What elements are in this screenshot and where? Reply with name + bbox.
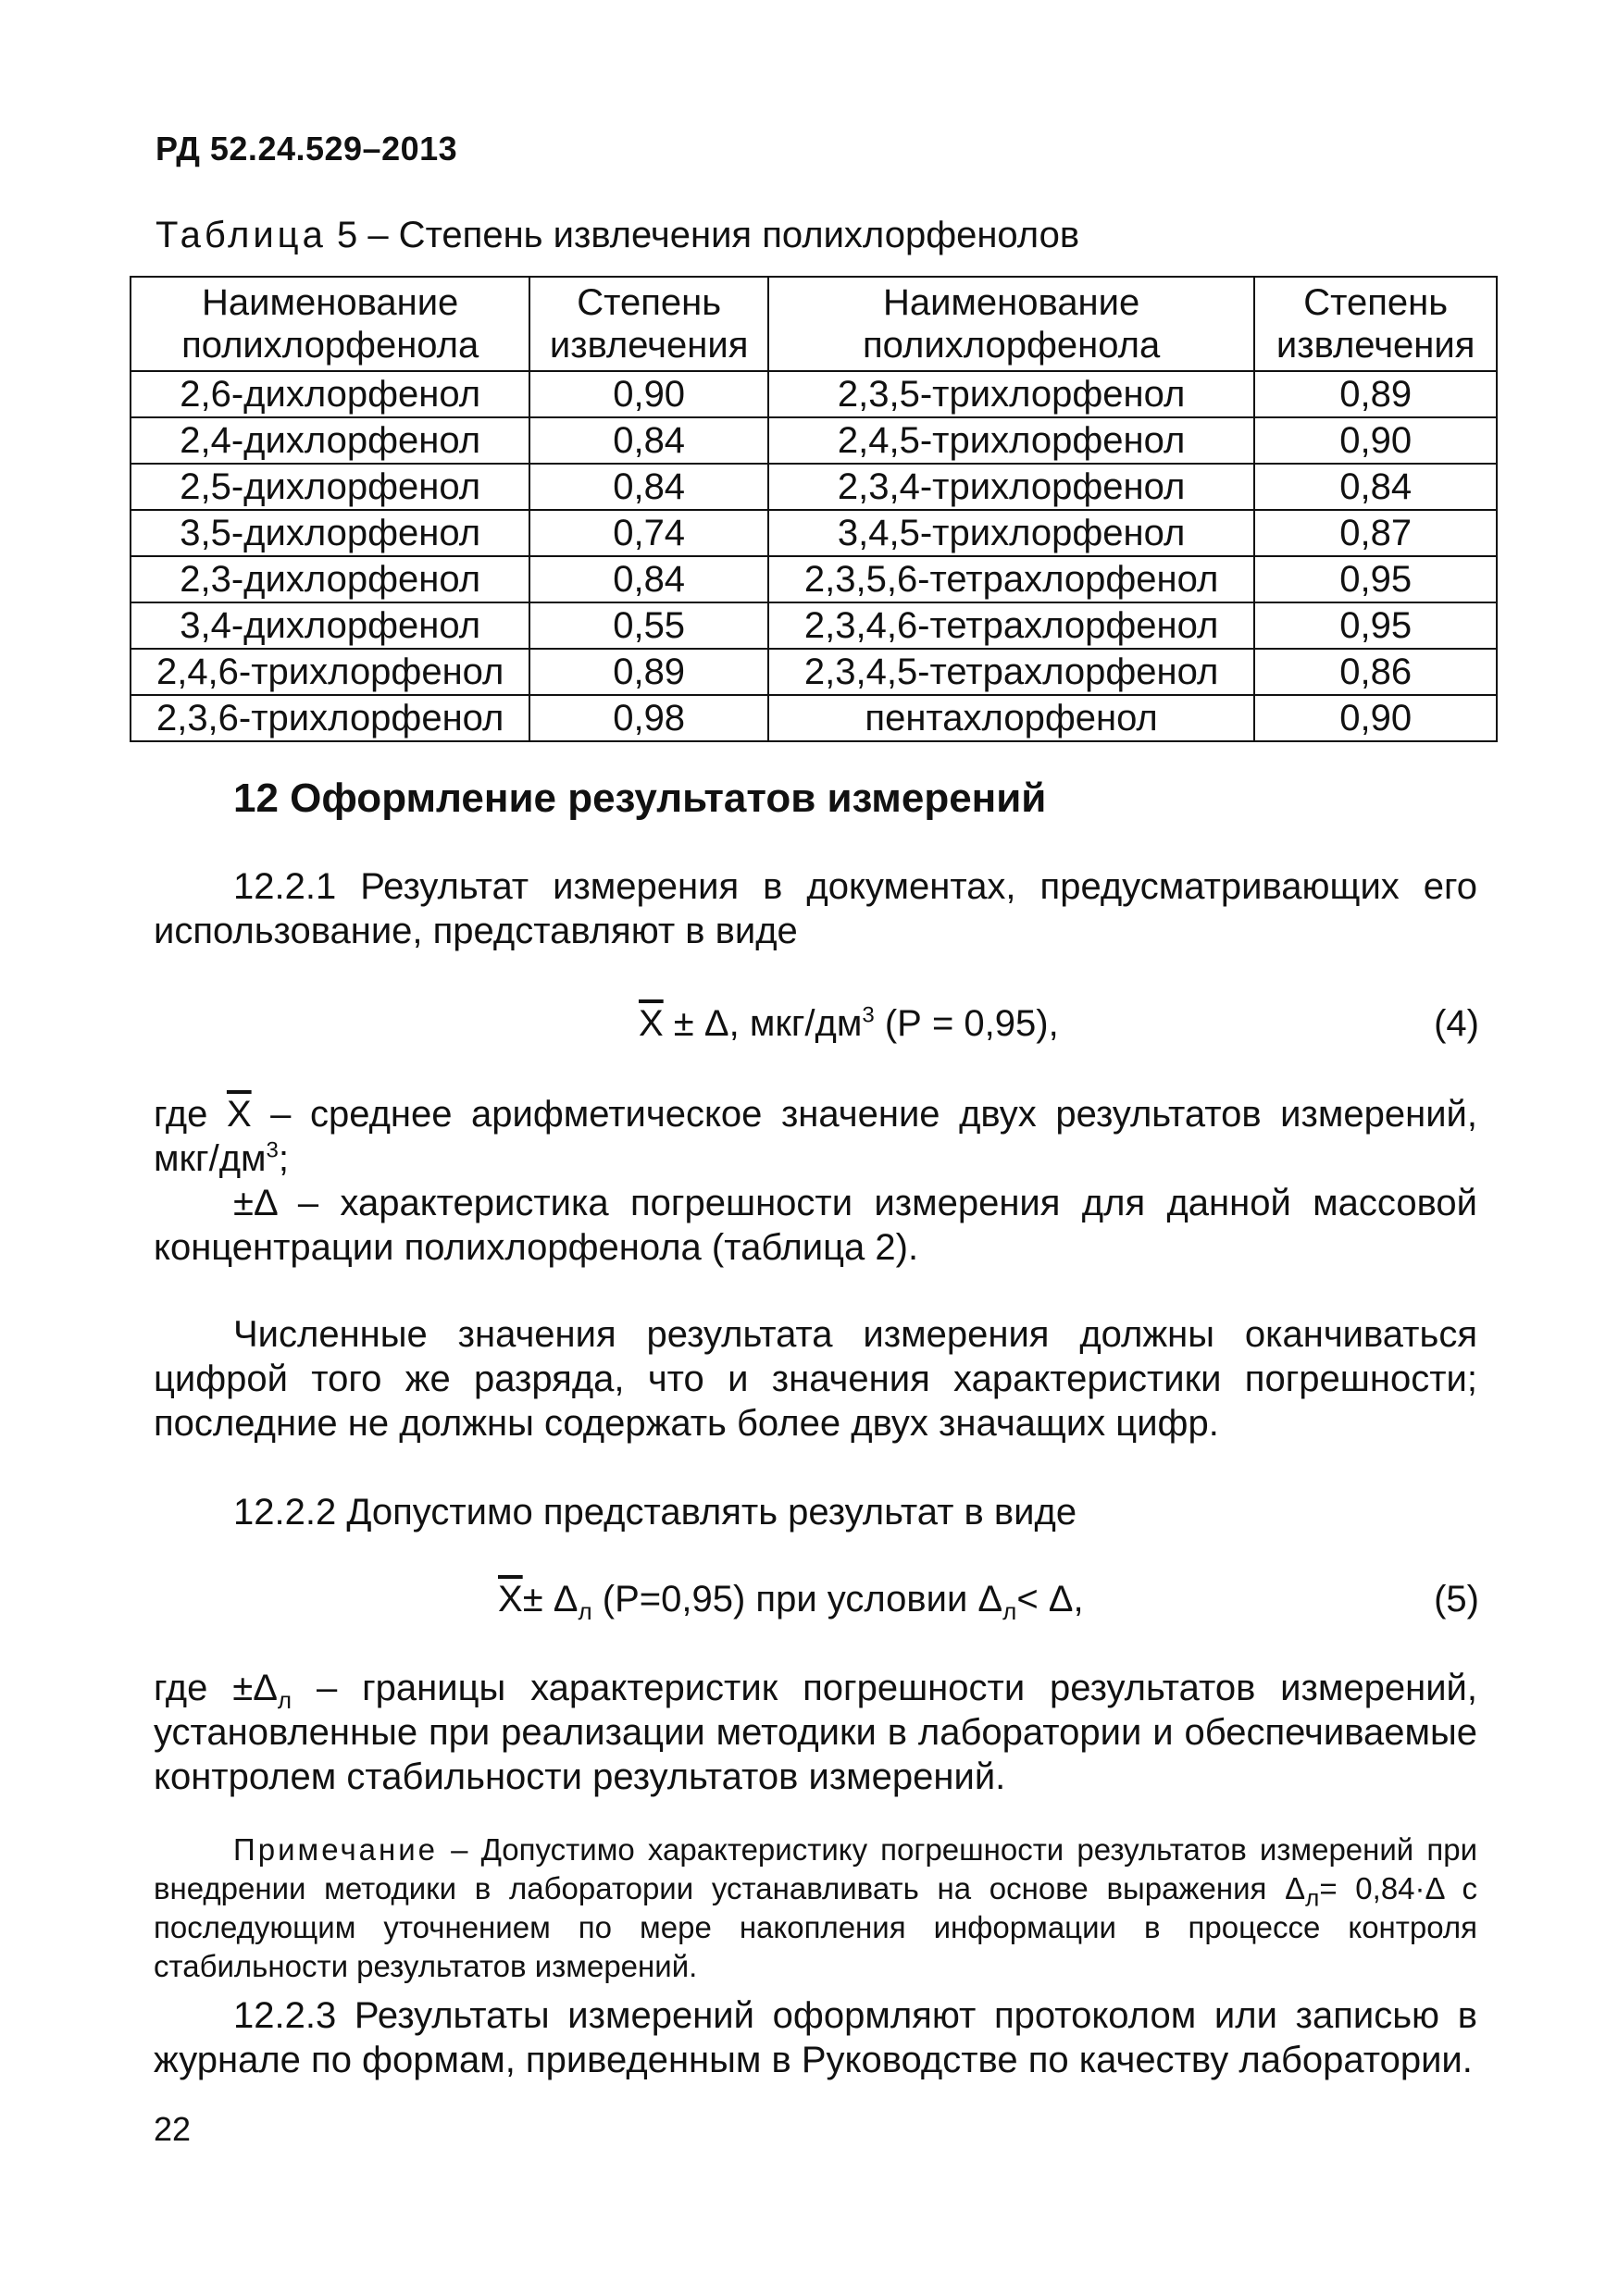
equation-number-5: (5): [1434, 1579, 1479, 1620]
document-code: РД 52.24.529–2013: [156, 130, 458, 168]
table-cell: 0,98: [529, 695, 768, 741]
table-cell: 2,3-дихлорфенол: [131, 556, 529, 602]
table-cell: 2,3,4,5-тетрахлорфенол: [768, 649, 1254, 695]
formula-5-part-c: < Δ,: [1016, 1579, 1084, 1620]
paragraph-12-2-2: 12.2.2 Допустимо представлять результат в виде: [233, 1492, 1077, 1533]
where-word: где: [154, 1094, 227, 1135]
header-name-1: Наименование полихлорфенола: [131, 277, 529, 371]
note-label: Примечание: [233, 1832, 439, 1867]
paragraph-12-2-3: 12.2.3 Результаты измерений оформляют протоколом или записью в журнале по формам, приведенным в Руководстве по качеству лаборатории.: [154, 1995, 1477, 2080]
table-cell: 0,86: [1254, 649, 1497, 695]
table-cell: 0,74: [529, 510, 768, 556]
table-cell: 0,84: [529, 556, 768, 602]
note-text-b: = 0,84·Δ с последующим уточнением по мере накопления информации в процессе контроля стабильности результатов измерений.: [154, 1871, 1477, 1983]
table-cell: 2,3,4-трихлорфенол: [768, 464, 1254, 510]
where-x-end: ;: [278, 1138, 290, 1179]
page-number: 22: [154, 2110, 192, 2148]
table-cell: 2,4,6-трихлорфенол: [131, 649, 529, 695]
x-mean-symbol: $\overline{X}$: [498, 1579, 523, 1620]
header-degree-1: Степень извлечения: [529, 277, 768, 371]
delta-l-text: – границы характеристик погрешности результатов измерений, установленные при реализации методики в лаборатории и обеспечиваемые контролем стабильности результатов измерений.: [154, 1668, 1477, 1797]
table-cell: 2,3,6-трихлорфенол: [131, 695, 529, 741]
table-cell: 3,4,5-трихлорфенол: [768, 510, 1254, 556]
table-cell: 3,4-дихлорфенол: [131, 602, 529, 649]
formula-4-exponent: 3: [862, 1002, 875, 1028]
paragraph-12-2-1: 12.2.1 Результат измерения в документах, предусматривающих его использование, представляют в виде: [154, 866, 1477, 951]
formula-4-body: ± Δ, мкг/дм: [663, 1003, 863, 1044]
delta-definition: ±Δ – характеристика погрешности измерения для данной массовой концентрации полихлорфенола (таблица 2).: [154, 1183, 1477, 1268]
note-text-a: – Допустимо характеристику погрешности результатов измерений при внедрении методики в лаборатории устанавливать на основе выражения Δ: [154, 1832, 1477, 1905]
table-row: [131, 417, 1497, 464]
table-cell: 2,3,5-трихлорфенол: [768, 371, 1254, 417]
table-row: [131, 649, 1497, 695]
table-header-row: [131, 277, 1497, 371]
note: [154, 1831, 1477, 1986]
equation-number-4: (4): [1434, 1003, 1479, 1044]
table-cell: 2,4,5-трихлорфенол: [768, 417, 1254, 464]
table-cell: 0,87: [1254, 510, 1497, 556]
table-caption-label: Таблица: [156, 215, 327, 255]
table-cell: 0,90: [1254, 417, 1497, 464]
table-cell: 2,3,5,6-тетрахлорфенол: [768, 556, 1254, 602]
formula-5: [498, 1579, 1084, 1625]
delta-l-label: где ±Δ: [154, 1668, 278, 1708]
formula-5-subscript-1: л: [578, 1597, 592, 1625]
table-cell: 0,95: [1254, 556, 1497, 602]
table-cell: 3,5-дихлорфенол: [131, 510, 529, 556]
table-row: [131, 371, 1497, 417]
formula-5-part-b: (Р=0,95) при условии Δ: [591, 1579, 1003, 1620]
header-name-2: Наименование полихлорфенола: [768, 277, 1254, 371]
table-row: [131, 695, 1497, 741]
table-cell: 0,90: [529, 371, 768, 417]
table-cell: 2,3,4,6-тетрахлорфенол: [768, 602, 1254, 649]
table-cell: 0,55: [529, 602, 768, 649]
where-x-text: – среднее арифметическое значение двух результатов измерений, мкг/дм: [154, 1094, 1477, 1179]
header-degree-2: Степень извлечения: [1254, 277, 1497, 371]
table-row: [131, 510, 1497, 556]
x-mean-symbol: $\overline{X}$: [226, 1094, 252, 1135]
note-subscript: л: [1305, 1883, 1320, 1912]
delta-l-subscript: л: [277, 1686, 292, 1714]
x-mean-symbol: $\overline{X}$: [639, 1003, 664, 1044]
table-cell: 0,84: [1254, 464, 1497, 510]
table-caption-text: 5 – Степень извлечения полихлорфенолов: [326, 215, 1080, 255]
where-x-exponent: 3: [266, 1137, 279, 1163]
table-cell: 0,95: [1254, 602, 1497, 649]
table-row: [131, 556, 1497, 602]
delta-l-definition: [154, 1666, 1477, 1799]
table-cell: 0,84: [529, 464, 768, 510]
table-cell: 0,89: [529, 649, 768, 695]
table-row: [131, 602, 1497, 649]
formula-4: [639, 1003, 1059, 1045]
table-cell: 0,84: [529, 417, 768, 464]
where-x-definition: [154, 1092, 1477, 1181]
section-title: 12 Оформление результатов измерений: [233, 776, 1047, 821]
table-cell: 2,5-дихлорфенол: [131, 464, 529, 510]
table-caption: [156, 215, 1079, 256]
table-cell: пентахлорфенол: [768, 695, 1254, 741]
extraction-table: [130, 276, 1498, 742]
formula-5-part-a: ± Δ: [522, 1579, 579, 1620]
paragraph-numeric-values: Численные значения результата измерения должны оканчиваться цифрой того же разряда, что и значения характеристики погрешности; последние не должны содержать более двух значащих цифр.: [154, 1314, 1477, 1444]
table-cell: 0,89: [1254, 371, 1497, 417]
table-row: [131, 464, 1497, 510]
formula-5-subscript-2: л: [1002, 1597, 1017, 1625]
formula-4-tail: (Р = 0,95),: [874, 1003, 1059, 1044]
table-cell: 0,90: [1254, 695, 1497, 741]
table-cell: 2,6-дихлорфенол: [131, 371, 529, 417]
table-cell: 2,4-дихлорфенол: [131, 417, 529, 464]
